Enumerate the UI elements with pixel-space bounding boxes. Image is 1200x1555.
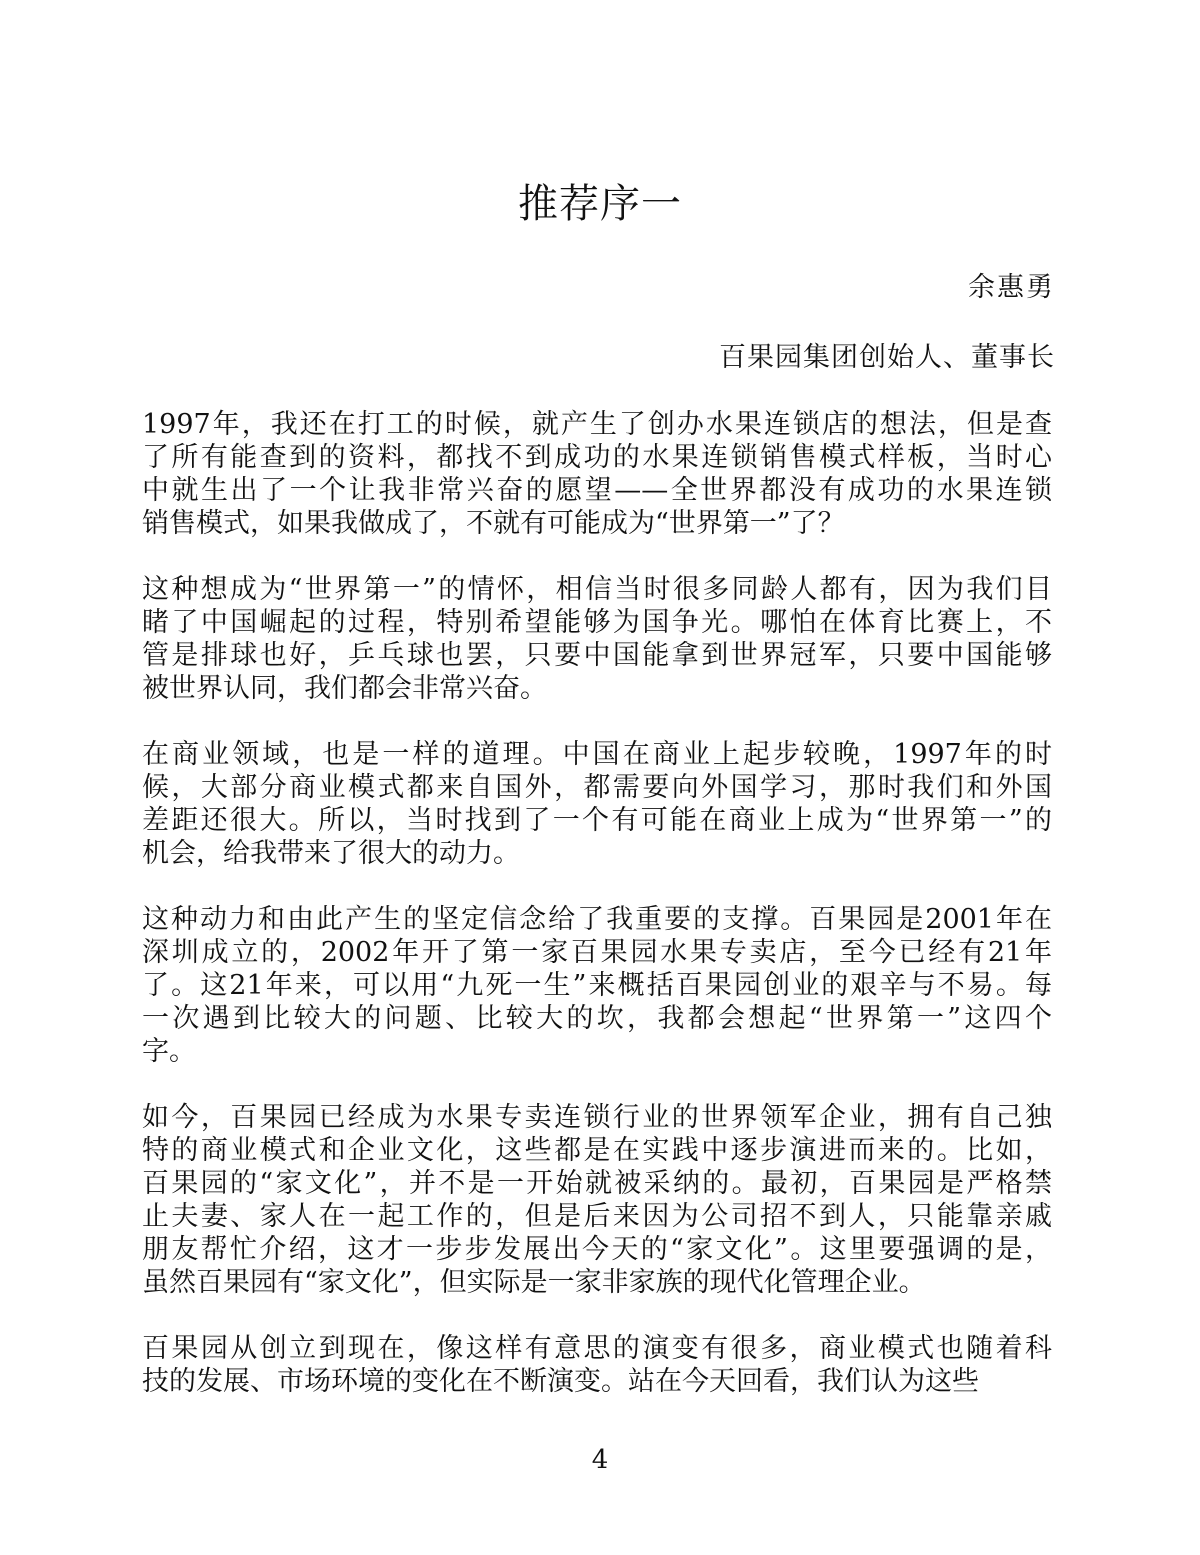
paragraph-line: 技的发展、市场环境的变化在不断演变。站在今天回看，我们认为这些 (142, 1366, 979, 1397)
paragraph-line: 百果园从创立到现在，像这样有意思的演变有很多，商业模式也随着科 (142, 1333, 1052, 1364)
paragraph-line: 机会，给我带来了很大的动力。 (142, 838, 520, 869)
paragraph-line: 字。 (142, 1036, 196, 1067)
author-name: 余惠勇 (968, 272, 1055, 303)
paragraph-line: 1997年，我还在打工的时候，就产生了创办水果连锁店的想法，但是查 (142, 409, 1052, 440)
paragraph-line: 中就生出了一个让我非常兴奋的愿望——全世界都没有成功的水果连锁 (142, 475, 1052, 506)
paragraph-line: 深圳成立的，2002年开了第一家百果园水果专卖店，至今已经有21年 (142, 937, 1052, 968)
paragraph-line: 止夫妻、家人在一起工作的，但是后来因为公司招不到人，只能靠亲戚 (142, 1201, 1052, 1232)
paragraph (142, 408, 1052, 540)
paragraph-line: 了所有能查到的资料，都找不到成功的水果连锁销售模式样板，当时心 (142, 442, 1052, 473)
paragraph-line: 特的商业模式和企业文化，这些都是在实践中逐步演进而来的。比如， (142, 1135, 1052, 1166)
page-number: 4 (591, 1445, 609, 1475)
paragraph-line: 了。这21年来，可以用“九死一生”来概括百果园创业的艰辛与不易。每 (142, 970, 1052, 1001)
paragraph-line: 销售模式，如果我做成了，不就有可能成为“世界第一”了？ (142, 508, 845, 539)
paragraph-line: 这种动力和由此产生的坚定信念给了我重要的支撑。百果园是2001年在 (142, 904, 1052, 935)
paragraph-line: 虽然百果园有“家文化”，但实际是一家非家族的现代化管理企业。 (142, 1267, 926, 1298)
paragraph-line: 这种想成为“世界第一”的情怀，相信当时很多同龄人都有，因为我们目 (142, 574, 1052, 605)
paragraph-line: 被世界认同，我们都会非常兴奋。 (142, 673, 547, 704)
paragraph-line: 管是排球也好，乒乓球也罢，只要中国能拿到世界冠军，只要中国能够 (142, 640, 1052, 671)
paragraph-line: 一次遇到比较大的问题、比较大的坎，我都会想起“世界第一”这四个 (142, 1003, 1052, 1034)
paragraph (142, 1332, 1052, 1398)
paragraph (142, 1101, 1052, 1299)
paragraph-line: 睹了中国崛起的过程，特别希望能够为国争光。哪怕在体育比赛上，不 (142, 607, 1052, 638)
author-affiliation: 百果园集团创始人、董事长 (719, 342, 1055, 373)
paragraph (142, 903, 1052, 1068)
paragraph (142, 738, 1052, 870)
paragraph-line: 差距还很大。所以，当时找到了一个有可能在商业上成为“世界第一”的 (142, 805, 1052, 836)
paragraph (142, 573, 1052, 705)
page-title: 推荐序一 (518, 181, 682, 227)
paragraph-line: 候，大部分商业模式都来自国外，都需要向外国学习，那时我们和外国 (142, 772, 1052, 803)
body-text (142, 408, 1052, 1431)
paragraph-line: 如今，百果园已经成为水果专卖连锁行业的世界领军企业，拥有自己独 (142, 1102, 1052, 1133)
paragraph-line: 百果园的“家文化”，并不是一开始就被采纳的。最初，百果园是严格禁 (142, 1168, 1052, 1199)
paragraph-line: 朋友帮忙介绍，这才一步步发展出今天的“家文化”。这里要强调的是， (142, 1234, 1052, 1265)
paragraph-line: 在商业领域，也是一样的道理。中国在商业上起步较晚，1997年的时 (142, 739, 1052, 770)
